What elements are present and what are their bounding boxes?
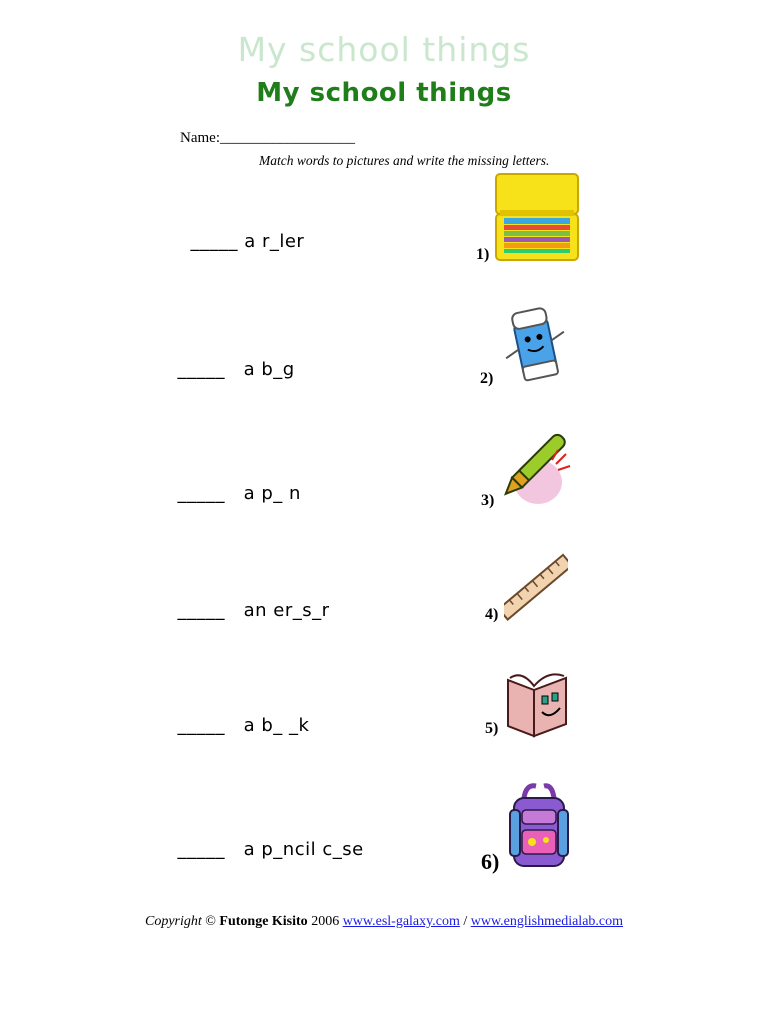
item-6 [165, 818, 364, 860]
item-word: a p_ncil c_se [243, 839, 364, 860]
answer-blank: _____ [177, 839, 225, 860]
item-word: a b_g [243, 359, 295, 380]
answer-blank: _____ [177, 600, 225, 621]
answer-blank: _____ [177, 483, 225, 504]
pencil-case-icon [494, 172, 580, 264]
answer-blank: _____ [190, 231, 238, 252]
copyright-word: Copyright [144, 914, 202, 929]
item-3 [165, 462, 301, 504]
item-4 [165, 579, 330, 621]
item-word: an er_s_r [243, 600, 330, 621]
item-1 [178, 210, 304, 252]
item-2 [165, 338, 295, 380]
answer-blank: _____ [177, 359, 225, 380]
book-icon [504, 666, 572, 738]
pen-icon [494, 424, 574, 510]
name-label: Name:__________________ [180, 130, 355, 146]
picture-number: 5) [485, 720, 499, 737]
picture-number: 4) [485, 606, 499, 623]
picture-number: 2) [480, 370, 494, 387]
eraser-icon [498, 304, 572, 386]
author-name: Futonge Kisito [219, 914, 308, 929]
picture-number: 6) [481, 849, 500, 874]
item-word: a b_ _k [243, 715, 310, 736]
title-watermark: My school things [237, 30, 531, 69]
picture-number: 1) [476, 246, 490, 263]
instructions: Match words to pictures and write the missing letters. [259, 153, 550, 168]
copyright-year: 2006 [311, 914, 340, 929]
item-word: a r_ler [244, 231, 305, 252]
answer-blank: _____ [177, 715, 225, 736]
ruler-icon [504, 550, 568, 626]
picture-number: 3) [481, 492, 495, 509]
link-separator: / [463, 914, 468, 929]
englishmedialab-link[interactable]: www.englishmedialab.com [470, 914, 624, 929]
school-bag-icon [506, 780, 572, 872]
footer [0, 914, 768, 930]
item-5 [165, 694, 309, 736]
copyright-symbol: © [205, 914, 216, 929]
worksheet-title: My school things [256, 78, 512, 108]
esl-galaxy-link[interactable]: www.esl-galaxy.com [342, 914, 460, 929]
item-word: a p_ n [243, 483, 301, 504]
